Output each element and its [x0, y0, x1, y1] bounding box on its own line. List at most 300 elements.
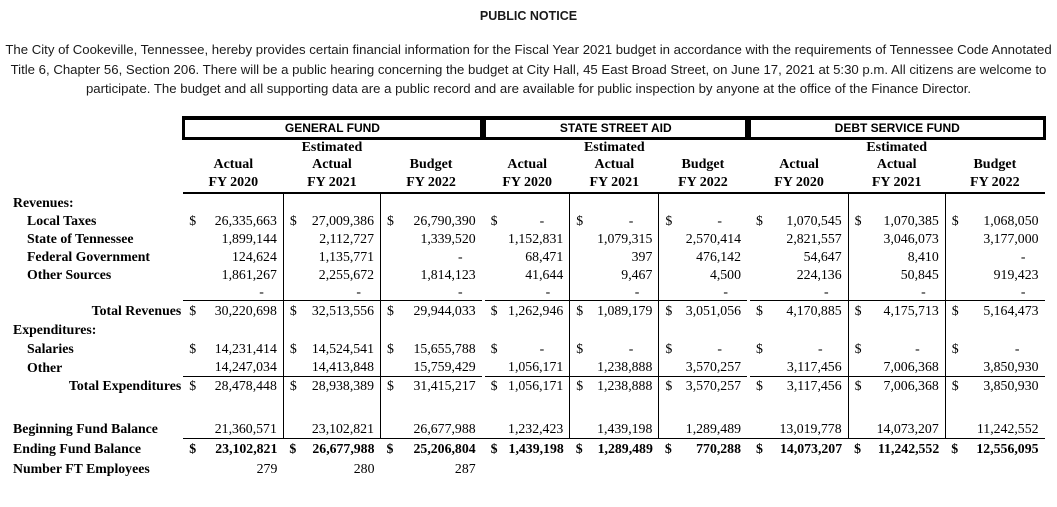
value-cell [380, 359, 481, 377]
column-header: FY 2020 [485, 174, 570, 193]
column-header: FY 2020 [183, 174, 283, 193]
value-cell [183, 321, 283, 340]
amount: 23,102,821 [215, 440, 278, 456]
row-label: Other Sources [27, 267, 112, 282]
column-header [183, 139, 283, 157]
amount: 1,238,888 [597, 378, 653, 394]
row-label: Total Revenues [91, 302, 182, 318]
currency-symbol: $ [386, 440, 394, 456]
value-cell [485, 420, 570, 439]
amount: - [539, 341, 545, 356]
value-cell [485, 301, 570, 321]
table-row [0, 420, 1045, 439]
currency-symbol: $ [665, 213, 673, 228]
column-header [659, 139, 747, 157]
row-label: Beginning Fund Balance [13, 421, 158, 436]
budget-table [0, 116, 1046, 480]
value-cell [183, 266, 283, 284]
table-row [0, 248, 1045, 266]
value-cell [945, 340, 1044, 359]
amount: - [628, 341, 634, 356]
value-cell [283, 377, 380, 396]
value-cell [945, 212, 1044, 230]
currency-symbol: $ [951, 440, 959, 456]
currency-symbol: $ [665, 341, 673, 356]
value-cell [570, 321, 659, 340]
currency-symbol: $ [755, 378, 763, 394]
column-header: Actual [213, 157, 254, 172]
table-row [0, 321, 1045, 340]
value-cell [945, 459, 1044, 480]
value-cell [848, 284, 945, 301]
value-cell [570, 377, 659, 396]
column-header [485, 139, 570, 157]
amount: 12,556,095 [976, 440, 1039, 456]
row-label: Salaries [27, 341, 74, 356]
value-cell [283, 420, 380, 439]
amount: 5,164,473 [983, 302, 1039, 318]
column-header [945, 139, 1044, 157]
value-cell [848, 396, 945, 420]
amount: 919,423 [993, 267, 1039, 282]
amount: 3,177,000 [983, 231, 1039, 246]
value-cell [570, 439, 659, 459]
value-cell [183, 420, 283, 439]
amount: 14,073,207 [780, 440, 843, 456]
amount: 11,242,552 [877, 440, 940, 456]
value-cell [945, 230, 1044, 248]
row-label [0, 396, 183, 420]
column-header: Estimated [301, 140, 363, 155]
value-cell [183, 230, 283, 248]
currency-symbol: $ [665, 302, 673, 318]
amount: 7,006,368 [883, 359, 939, 375]
column-header-row [0, 139, 1045, 157]
fund-header-row [0, 118, 1045, 139]
value-cell [848, 459, 945, 480]
table-row [0, 230, 1045, 248]
value-cell [283, 396, 380, 420]
amount: 280 [353, 461, 375, 476]
amount: 26,790,390 [413, 213, 476, 228]
value-cell [659, 359, 747, 377]
amount: 8,410 [907, 249, 939, 264]
value-cell [485, 439, 570, 459]
amount: 9,467 [621, 267, 653, 282]
amount: - [717, 341, 722, 356]
table-row [0, 301, 1045, 321]
amount: - [1014, 341, 1020, 356]
value-cell [848, 266, 945, 284]
amount: 1,135,771 [318, 249, 374, 264]
amount: 28,478,448 [214, 378, 277, 394]
amount: 224,136 [796, 267, 842, 282]
value-cell [848, 377, 945, 396]
table-row [0, 359, 1045, 377]
amount: 3,570,257 [685, 359, 741, 375]
value-cell [848, 439, 945, 459]
amount: 1,289,489 [685, 420, 741, 436]
amount: - [1020, 249, 1026, 264]
value-cell [283, 439, 380, 459]
row-label: Number FT Employees [13, 461, 150, 476]
amount: 1,289,489 [597, 440, 653, 456]
value-cell [945, 284, 1044, 301]
amount: 11,242,552 [976, 420, 1039, 436]
amount: 1,232,423 [508, 420, 564, 436]
value-cell [659, 340, 747, 359]
column-header-row [0, 174, 1045, 193]
currency-symbol: $ [951, 302, 959, 318]
value-cell [183, 212, 283, 230]
column-header-row [0, 156, 1045, 174]
value-cell [380, 193, 481, 212]
value-cell [380, 230, 481, 248]
table-row [0, 459, 1045, 480]
value-cell [380, 212, 481, 230]
currency-symbol: $ [490, 440, 498, 456]
value-cell [380, 459, 481, 480]
amount: 26,677,988 [312, 440, 375, 456]
value-cell [945, 420, 1044, 439]
value-cell [570, 266, 659, 284]
currency-symbol: $ [289, 213, 297, 228]
value-cell [485, 193, 570, 212]
column-header: Actual [507, 157, 548, 172]
amount: 4,170,885 [786, 302, 842, 318]
amount: - [356, 284, 361, 299]
column-header: FY 2020 [750, 174, 848, 193]
value-cell [945, 396, 1044, 420]
value-cell [659, 321, 747, 340]
amount: - [539, 213, 545, 228]
value-cell [750, 340, 848, 359]
value-cell [659, 230, 747, 248]
value-cell [848, 248, 945, 266]
amount: 2,255,672 [318, 267, 374, 282]
value-cell [283, 212, 380, 230]
amount: - [915, 341, 920, 356]
value-cell [659, 420, 747, 439]
fund-header: STATE STREET AID [485, 118, 747, 139]
column-header: Estimated [866, 140, 927, 155]
amount: 3,850,930 [983, 378, 1039, 394]
value-cell [283, 248, 380, 266]
value-cell [750, 459, 848, 480]
row-label: Federal Government [27, 249, 150, 264]
row-label: Expenditures: [13, 322, 97, 337]
currency-symbol: $ [289, 440, 297, 456]
amount: 3,570,257 [685, 378, 741, 394]
amount: 29,944,033 [413, 302, 476, 318]
fund-header: GENERAL FUND [183, 118, 481, 139]
amount: 279 [256, 461, 278, 476]
table-row [0, 377, 1045, 396]
amount: - [458, 249, 463, 264]
value-cell [183, 284, 283, 301]
currency-symbol: $ [755, 302, 763, 318]
value-cell [485, 377, 570, 396]
value-cell [659, 284, 747, 301]
currency-symbol: $ [854, 378, 862, 394]
table-row [0, 284, 1045, 301]
amount: 3,117,456 [786, 378, 842, 394]
value-cell [485, 459, 570, 480]
column-header: Budget [409, 157, 453, 172]
column-header: Actual [779, 157, 819, 172]
value-cell [945, 301, 1044, 321]
value-cell [945, 248, 1044, 266]
column-header: Budget [681, 157, 725, 172]
value-cell [848, 359, 945, 377]
value-cell [283, 284, 380, 301]
amount: 15,655,788 [413, 341, 476, 356]
table-row [0, 266, 1045, 284]
value-cell [750, 284, 848, 301]
value-cell [283, 459, 380, 480]
amount: 21,360,571 [214, 420, 277, 436]
value-cell [659, 396, 747, 420]
value-cell [283, 359, 380, 377]
value-cell [183, 439, 283, 459]
amount: 124,624 [232, 249, 277, 264]
value-cell [380, 420, 481, 439]
amount: 3,051,056 [685, 302, 741, 318]
amount: 770,288 [696, 440, 741, 456]
amount: 1,238,888 [597, 359, 653, 375]
amount: 50,845 [900, 267, 939, 282]
value-cell [183, 193, 283, 212]
amount: 4,175,713 [883, 302, 939, 318]
value-cell [183, 377, 283, 396]
currency-symbol: $ [490, 213, 498, 228]
amount: 1,152,831 [508, 231, 564, 246]
amount: 7,006,368 [883, 378, 939, 394]
value-cell [750, 248, 848, 266]
amount: 32,513,556 [311, 302, 374, 318]
value-cell [183, 340, 283, 359]
currency-symbol: $ [386, 378, 394, 394]
amount: - [545, 284, 551, 299]
currency-symbol: $ [576, 341, 584, 356]
amount: 1,068,050 [983, 213, 1039, 228]
currency-symbol: $ [951, 378, 959, 394]
currency-symbol: $ [386, 341, 394, 356]
amount: - [1020, 284, 1026, 299]
value-cell [485, 230, 570, 248]
amount: - [628, 213, 634, 228]
amount: - [634, 284, 640, 299]
amount: 3,046,073 [883, 231, 939, 246]
row-label [0, 284, 183, 301]
currency-symbol: $ [289, 378, 297, 394]
amount: 287 [454, 461, 476, 476]
currency-symbol: $ [951, 213, 959, 228]
value-cell [283, 266, 380, 284]
currency-symbol: $ [490, 341, 498, 356]
value-cell [380, 377, 481, 396]
value-cell [570, 420, 659, 439]
column-header: Actual [312, 157, 352, 172]
currency-symbol: $ [189, 302, 197, 318]
table-row [0, 340, 1045, 359]
amount: 25,206,804 [413, 440, 476, 456]
amount: 2,821,557 [786, 231, 842, 246]
value-cell [485, 321, 570, 340]
amount: 1,814,123 [420, 267, 476, 282]
table-row [0, 396, 1045, 420]
amount: 26,335,663 [214, 213, 277, 228]
value-cell [659, 439, 747, 459]
value-cell [848, 340, 945, 359]
column-header [750, 139, 848, 157]
value-cell [570, 340, 659, 359]
row-label-cell [0, 156, 183, 174]
row-label: Revenues: [13, 194, 74, 210]
amount: 476,142 [696, 249, 741, 264]
value-cell [848, 193, 945, 212]
value-cell [570, 212, 659, 230]
amount: 4,500 [709, 267, 741, 282]
currency-symbol: $ [490, 302, 498, 318]
value-cell [570, 459, 659, 480]
column-header: Actual [876, 157, 917, 172]
column-header: FY 2022 [659, 174, 747, 193]
notice-line: participate. The budget and all supporting data are a public record and are available for public inspection by anyone at the office of the Finance Director. [85, 81, 972, 96]
currency-symbol: $ [854, 302, 862, 318]
row-label-cell [0, 139, 183, 157]
amount: 27,009,386 [311, 213, 374, 228]
currency-symbol: $ [490, 378, 498, 394]
column-header: FY 2021 [283, 174, 380, 193]
table-row [0, 193, 1045, 212]
value-cell [485, 248, 570, 266]
value-cell [750, 396, 848, 420]
amount: 1,056,171 [508, 359, 564, 375]
amount: 23,102,821 [311, 420, 374, 436]
value-cell [848, 301, 945, 321]
value-cell [485, 212, 570, 230]
column-header: Estimated [583, 140, 645, 155]
fund-header: DEBT SERVICE FUND [750, 118, 1045, 139]
value-cell [659, 459, 747, 480]
amount: - [458, 284, 463, 299]
amount: 15,759,429 [413, 359, 476, 375]
notice-line: The City of Cookeville, Tennessee, hereby provides certain financial information for the Fiscal Year 2021 budget in accordance with the requirements of Tennessee Code Annotated [5, 42, 1052, 57]
amount: 14,247,034 [214, 359, 277, 375]
value-cell [380, 439, 481, 459]
amount: 31,415,217 [413, 378, 476, 394]
value-cell [570, 230, 659, 248]
amount: 13,019,778 [779, 420, 842, 436]
value-cell [183, 301, 283, 321]
value-cell [750, 230, 848, 248]
amount: 1,070,545 [786, 213, 842, 228]
value-cell [485, 396, 570, 420]
amount: 1,262,946 [508, 302, 564, 318]
column-header: FY 2022 [380, 174, 481, 193]
currency-symbol: $ [854, 341, 862, 356]
value-cell [380, 301, 481, 321]
amount: 14,231,414 [214, 341, 277, 356]
currency-symbol: $ [576, 213, 584, 228]
value-cell [380, 321, 481, 340]
amount: 54,647 [803, 249, 842, 264]
amount: 1,089,179 [597, 302, 653, 318]
currency-symbol: $ [755, 341, 763, 356]
amount: 28,938,389 [311, 378, 374, 394]
currency-symbol: $ [576, 378, 584, 394]
amount: 14,413,848 [311, 359, 374, 375]
amount: - [717, 213, 722, 228]
value-cell [570, 284, 659, 301]
value-cell [485, 359, 570, 377]
currency-symbol: $ [386, 302, 394, 318]
value-cell [659, 248, 747, 266]
amount: - [723, 284, 728, 299]
currency-symbol: $ [664, 440, 672, 456]
value-cell [750, 193, 848, 212]
table-row [0, 212, 1045, 230]
amount: 1,439,198 [597, 420, 653, 436]
value-cell [283, 193, 380, 212]
currency-symbol: $ [854, 213, 862, 228]
currency-symbol: $ [189, 341, 197, 356]
corner-cell [0, 118, 183, 139]
amount: 2,112,727 [319, 231, 374, 246]
column-header [380, 139, 481, 157]
value-cell [380, 396, 481, 420]
value-cell [750, 377, 848, 396]
amount: 2,570,414 [685, 231, 741, 246]
value-cell [570, 193, 659, 212]
column-header: FY 2022 [945, 174, 1044, 193]
amount: 1,339,520 [420, 231, 476, 246]
row-label: Ending Fund Balance [13, 440, 142, 456]
value-cell [485, 340, 570, 359]
value-cell [659, 301, 747, 321]
row-label: Total Expenditures [68, 378, 182, 393]
amount: 41,644 [525, 267, 564, 282]
value-cell [380, 266, 481, 284]
currency-symbol: $ [189, 440, 197, 456]
value-cell [750, 301, 848, 321]
notice-line: Title 6, Chapter 56, Section 206. There will be a public hearing concerning the budget at City Hall, 45 East Broad Street, on June 17, 2021 at 5:30 p.m. All citizens are welcome to [10, 61, 1047, 77]
value-cell [283, 230, 380, 248]
value-cell [945, 321, 1044, 340]
value-cell [750, 359, 848, 377]
value-cell [750, 321, 848, 340]
value-cell [380, 340, 481, 359]
value-cell [283, 321, 380, 340]
amount: 1,439,198 [508, 440, 564, 456]
amount: - [921, 284, 926, 299]
row-label: Other [27, 359, 63, 375]
value-cell [183, 248, 283, 266]
amount: 14,073,207 [876, 420, 939, 436]
value-cell [380, 248, 481, 266]
currency-symbol: $ [755, 213, 763, 228]
value-cell [848, 212, 945, 230]
value-cell [848, 230, 945, 248]
amount: 1,861,267 [221, 267, 277, 282]
notice-title: PUBLIC NOTICE [479, 9, 578, 23]
row-label-cell [0, 174, 183, 193]
value-cell [283, 301, 380, 321]
currency-symbol: $ [755, 440, 763, 456]
column-header: FY 2021 [848, 174, 945, 193]
value-cell [659, 212, 747, 230]
